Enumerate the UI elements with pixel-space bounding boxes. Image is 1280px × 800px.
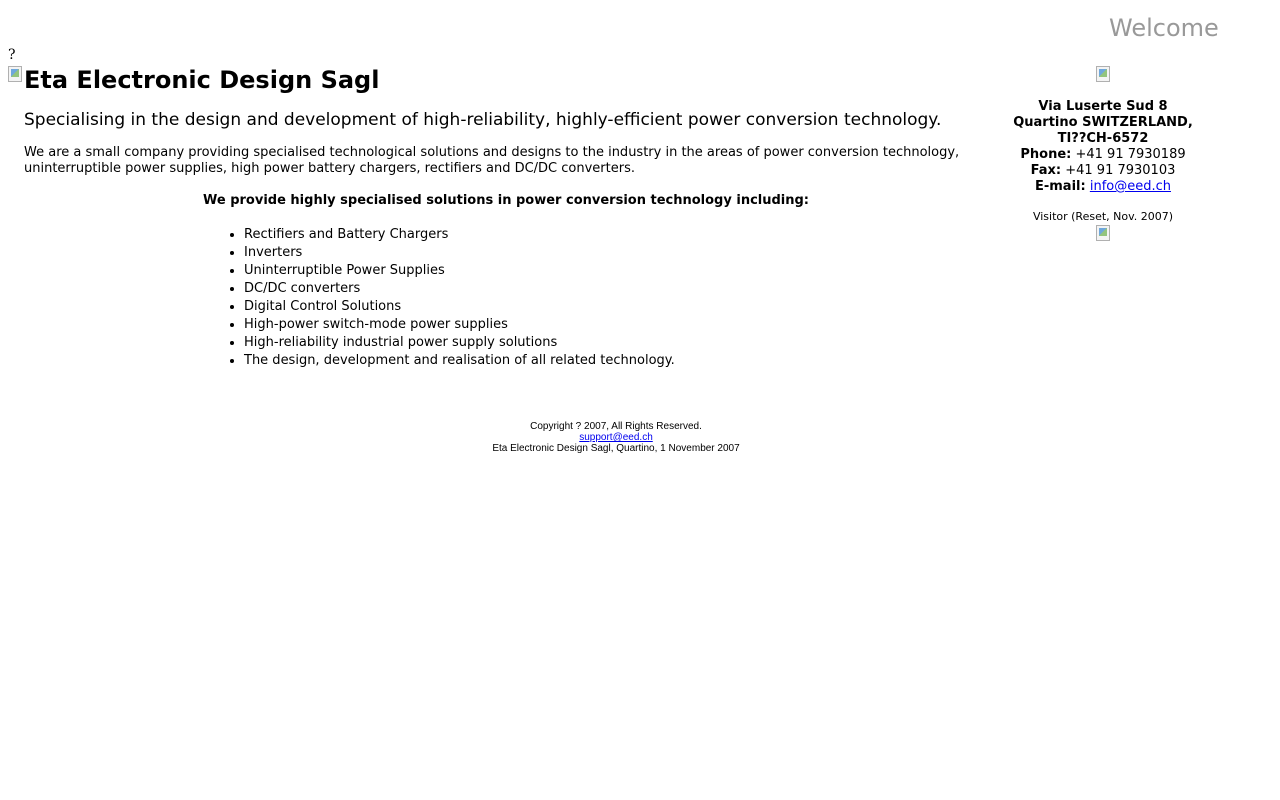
address-line: Quartino SWITZERLAND,: [1013, 115, 1193, 130]
services-heading: We provide highly specialised solutions in power conversion technology including:: [202, 193, 810, 208]
phone-row: [1002, 147, 1204, 163]
email-row: [1002, 179, 1204, 195]
copyright-text: Copyright ? 2007, All Rights Reserved.: [530, 421, 702, 432]
visitor-counter-label: Visitor (Reset, Nov. 2007): [1032, 210, 1174, 223]
email-label: E-mail:: [1034, 179, 1086, 194]
list-item: • Rectifiers and Battery Chargers: [244, 226, 675, 244]
company-line: Eta Electronic Design Sagl, Quartino, 1 November 2007: [492, 443, 740, 454]
list-item: • Inverters: [244, 244, 675, 262]
broken-image-icon: [1096, 66, 1110, 82]
phone-value: +41 91 7930189: [1075, 147, 1186, 162]
intro-paragraph: We are a small company providing specialised technological solutions and designs to the industry in the areas of power conversion technology, uninterruptible power supplies, high power battery chargers, rectifiers and DC/DC converters.: [24, 145, 960, 176]
tagline: Specialising in the design and development of high-reliability, highly-efficient power conversion technology.: [24, 110, 942, 130]
contact-panel: [1002, 64, 1204, 241]
welcome-text: Welcome: [1109, 14, 1219, 42]
footer: [0, 421, 1232, 454]
list-item: • The design, development and realisation of all related technology.: [244, 352, 675, 370]
address-line: Via Luserte Sud 8: [1038, 99, 1168, 114]
list-item: • DC/DC converters: [244, 280, 675, 298]
broken-image-icon: [8, 66, 22, 82]
site-title: Eta Electronic Design Sagl: [24, 66, 380, 94]
stray-character: ?: [8, 47, 16, 63]
list-item: • High-reliability industrial power supply solutions: [244, 334, 675, 352]
list-item: • High-power switch-mode power supplies: [244, 316, 675, 334]
contact-image-slot: [1002, 66, 1204, 82]
broken-image-icon: [1096, 225, 1110, 241]
visitor-counter-image: [1002, 225, 1204, 241]
support-email-link[interactable]: support@eed.ch: [579, 432, 653, 443]
fax-value: +41 91 7930103: [1065, 163, 1176, 178]
phone-label: Phone:: [1020, 147, 1072, 162]
email-link[interactable]: info@eed.ch: [1089, 179, 1171, 194]
address-block: [1002, 99, 1204, 195]
fax-label: Fax:: [1030, 163, 1062, 178]
fax-row: [1002, 163, 1204, 179]
list-item: • Digital Control Solutions: [244, 298, 675, 316]
list-item: • Uninterruptible Power Supplies: [244, 262, 675, 280]
services-list: [204, 226, 675, 370]
address-line: TI??CH-6572: [1057, 131, 1149, 146]
